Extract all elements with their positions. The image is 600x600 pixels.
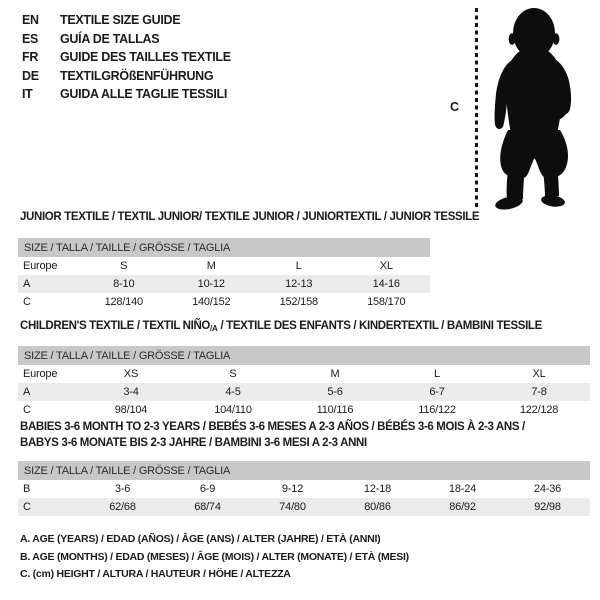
footnote-a: A. AGE (YEARS) / EDAD (AÑOS) / ÂGE (ANS) / ALTER (JAHRE) / ETÀ (ANNI)	[20, 533, 381, 545]
data-cell: 62/68	[80, 498, 165, 516]
data-cell: 4-5	[182, 383, 284, 401]
childrens-table-title	[20, 320, 542, 333]
data-cell: 6-7	[386, 383, 488, 401]
lang-title: TEXTILE SIZE GUIDE	[60, 13, 181, 28]
data-cell: XS	[123, 368, 139, 380]
data-cell: 5-6	[284, 383, 386, 401]
footnotes	[20, 531, 409, 584]
size-header-bar: SIZE / TALLA / TAILLE / GRÖSSE / TAGLIA	[18, 346, 590, 365]
lang-title: GUIDA ALLE TAGLIE TESSILI	[60, 87, 228, 102]
lang-row-es	[22, 30, 231, 49]
row-label-cell: B	[23, 483, 31, 495]
data-cell: 9-12	[281, 483, 304, 495]
row-label-cell: C	[23, 404, 31, 416]
data-cell: 74/80	[250, 498, 335, 516]
row-label-cell: Europe	[23, 260, 58, 272]
row-label-cell: Europe	[23, 368, 58, 380]
data-cell: M	[206, 260, 216, 272]
row-label-cell: A	[18, 383, 80, 401]
data-cell: L	[295, 260, 302, 272]
data-cell: 140/152	[192, 296, 231, 308]
table-row-b	[18, 480, 590, 498]
table-row-c	[18, 401, 590, 419]
data-cell: 8-10	[80, 275, 168, 293]
table-row-a	[18, 275, 430, 293]
footnote-b: B. AGE (MONTHS) / EDAD (MESES) / ÂGE (MOIS) / ALTER (MONATE) / ETÀ (MESI)	[20, 550, 409, 563]
data-cell: 12-13	[255, 275, 343, 293]
title-subscript: /A	[210, 324, 218, 333]
data-cell: 18-24	[448, 483, 477, 495]
title-line-1: BABIES 3-6 MONTH TO 2-3 YEARS / BEBÉS 3-6 MESES A 2-3 AÑOS / BÉBÉS 3-6 MOIS À 2-3 ANS /	[20, 421, 525, 433]
baby-silhouette-icon	[490, 6, 578, 211]
data-cell: 24-36	[533, 483, 562, 495]
babies-size-table	[18, 461, 590, 516]
lang-row-it	[22, 85, 231, 104]
data-cell: 86/92	[420, 498, 505, 516]
language-list	[22, 11, 231, 104]
data-cell: XL	[532, 368, 546, 380]
data-cell: 98/104	[114, 404, 148, 416]
lang-code: IT	[22, 87, 33, 102]
lang-row-fr	[22, 48, 231, 67]
data-cell: 80/86	[335, 498, 420, 516]
data-cell: 158/170	[367, 296, 406, 308]
table-row-c	[18, 293, 430, 311]
data-cell: 128/140	[104, 296, 143, 308]
title-line-2: BABYS 3-6 MONATE BIS 2-3 JAHRE / BAMBINI 3-6 MESI A 2-3 ANNI	[20, 437, 367, 449]
lang-row-en	[22, 11, 231, 30]
lang-code: ES	[22, 31, 39, 46]
data-cell: 92/98	[505, 498, 590, 516]
table-row-europe	[18, 365, 590, 383]
title-text: / TEXTILE DES ENFANTS / KINDERTEXTIL / BAMBINI TESSILE	[217, 320, 542, 332]
lang-row-de	[22, 67, 231, 86]
data-cell: XL	[379, 260, 393, 272]
data-cell: S	[229, 368, 237, 380]
data-cell: M	[330, 368, 340, 380]
data-cell: 3-6	[114, 483, 131, 495]
junior-table-title: JUNIOR TEXTILE / TEXTIL JUNIOR/ TEXTILE JUNIOR / JUNIORTEXTIL / JUNIOR TESSILE	[20, 211, 480, 223]
data-cell: 122/128	[519, 404, 559, 416]
data-cell: 104/110	[214, 404, 252, 416]
table-row-europe	[18, 257, 430, 275]
table-row-c	[18, 498, 590, 516]
lang-code: EN	[22, 13, 39, 28]
row-label-cell: A	[18, 275, 80, 293]
data-cell: 12-18	[363, 483, 392, 495]
data-cell: 6-9	[199, 483, 216, 495]
table-row-a	[18, 383, 590, 401]
row-label-cell: C	[23, 296, 31, 308]
data-cell: 68/74	[165, 498, 250, 516]
data-cell: L	[434, 368, 440, 380]
height-dashed-line	[475, 8, 478, 208]
data-cell: 3-4	[80, 383, 182, 401]
data-cell: 152/158	[279, 296, 318, 308]
lang-title: TEXTILGRÖßENFÜHRUNG	[60, 68, 214, 83]
footnote-c: C. (cm) HEIGHT / ALTURA / HAUTEUR / HÖHE / ALTEZZA	[20, 568, 291, 580]
lang-code: FR	[22, 50, 39, 65]
data-cell: 10-12	[168, 275, 256, 293]
row-label-cell: C	[18, 498, 80, 516]
data-cell: 7-8	[488, 383, 590, 401]
junior-size-table	[18, 238, 430, 311]
size-header-bar: SIZE / TALLA / TAILLE / GRÖSSE / TAGLIA	[18, 461, 590, 480]
lang-code: DE	[22, 68, 39, 83]
data-cell: S	[120, 260, 128, 272]
height-label-c: C	[450, 100, 460, 114]
data-cell: 14-16	[343, 275, 431, 293]
babies-table-title	[20, 419, 525, 451]
lang-title: GUIDE DES TAILLES TEXTILE	[60, 50, 231, 65]
size-header-bar: SIZE / TALLA / TAILLE / GRÖSSE / TAGLIA	[18, 238, 430, 257]
lang-title: GUÍA DE TALLAS	[60, 31, 160, 46]
data-cell: 110/116	[316, 404, 354, 416]
data-cell: 116/122	[418, 404, 456, 416]
title-text: CHILDREN'S TEXTILE / TEXTIL NIÑO	[20, 320, 211, 332]
childrens-size-table	[18, 346, 590, 419]
